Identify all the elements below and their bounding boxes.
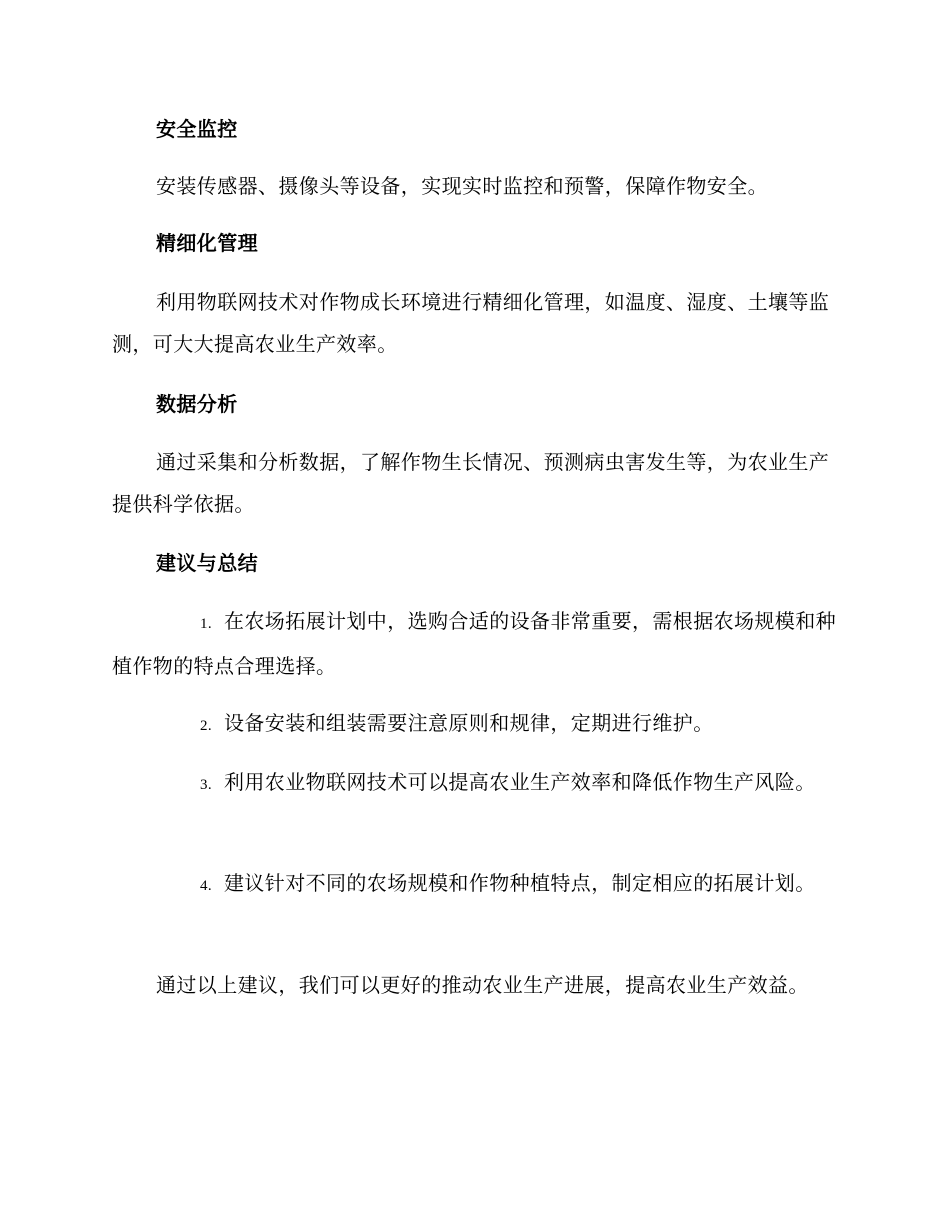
paragraph-fine-management: 利用物联网技术对作物成长环境进行精细化管理，如温度、湿度、土壤等监测，可大大提高农业生产效率。 — [112, 290, 830, 356]
heading-security-monitoring: 安全监控 — [156, 117, 238, 141]
list-item — [112, 702, 836, 747]
list-item — [112, 862, 836, 907]
heading-suggestions-summary: 建议与总结 — [156, 551, 258, 575]
heading-data-analysis: 数据分析 — [156, 392, 238, 416]
list-item — [112, 761, 836, 806]
list-item-text: 利用农业物联网技术可以提高农业生产效率和降低作物生产风险。 — [224, 770, 816, 794]
list-item-text: 设备安装和组装需要注意原则和规律，定期进行维护。 — [224, 711, 714, 735]
list-item-number: 4. — [200, 878, 213, 894]
list-item-number: 2. — [200, 718, 213, 734]
heading-fine-management: 精细化管理 — [156, 231, 258, 255]
list-item-text: 建议针对不同的农场规模和作物种植特点，制定相应的拓展计划。 — [224, 871, 816, 895]
list-item — [112, 600, 836, 687]
paragraph-data-analysis: 通过采集和分析数据，了解作物生长情况、预测病虫害发生等，为农业生产提供科学依据。 — [112, 450, 830, 516]
list-item-text: 在农场拓展计划中，选购合适的设备非常重要，需根据农场规模和种植作物的特点合理选择。 — [112, 609, 836, 678]
paragraph-conclusion: 通过以上建议，我们可以更好的推动农业生产进展，提高农业生产效益。 — [156, 973, 809, 997]
paragraph-security-monitoring: 安装传感器、摄像头等设备，实现实时监控和预警，保障作物安全。 — [156, 174, 768, 198]
list-item-number: 3. — [200, 777, 213, 793]
list-item-number: 1. — [200, 616, 213, 632]
